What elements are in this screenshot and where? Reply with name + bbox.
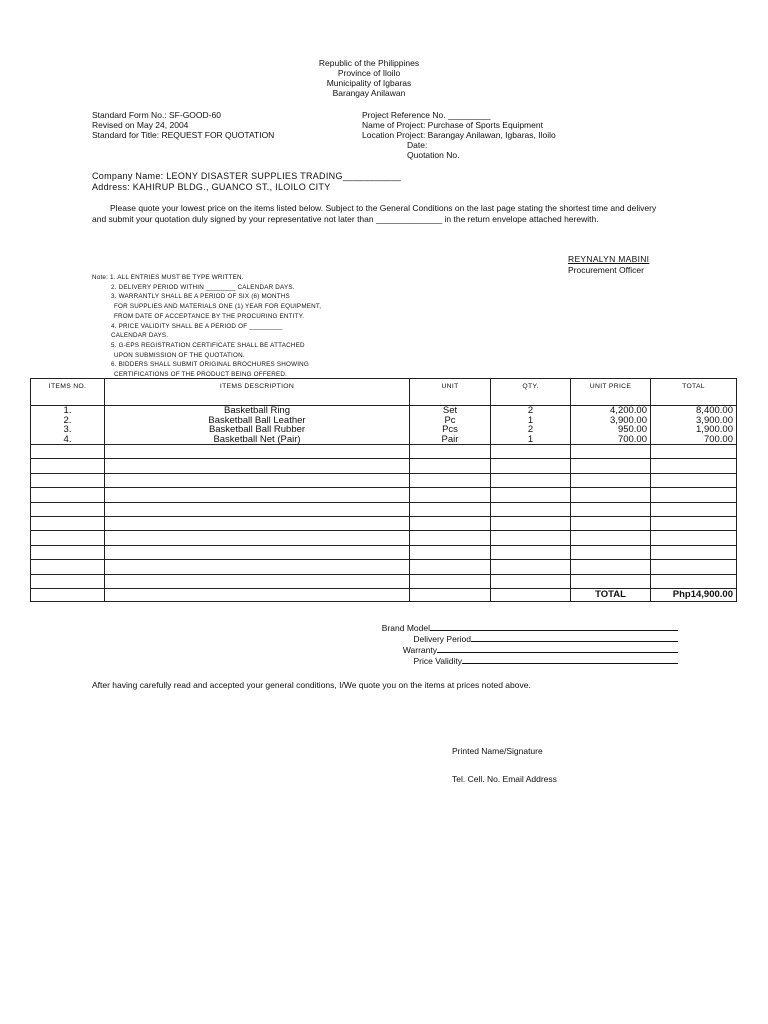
total-value: Php14,900.00 [651, 588, 737, 601]
project-info [362, 110, 556, 160]
item-unit: Pcs [410, 425, 491, 435]
table-row [31, 435, 737, 445]
empty-row [31, 560, 737, 574]
note-3-cont-b: FROM DATE OF ACCEPTANCE BY THE PROCURING ENTITY. [114, 312, 305, 320]
header-total: TOTAL [651, 379, 737, 406]
note-6-cont: CERTIFICATIONS OF THE PRODUCT BEING OFFERED. [114, 371, 288, 379]
empty-row [31, 459, 737, 473]
header-province: Province of Iloilo [337, 68, 401, 78]
company-name: Company Name: LEONY DISASTER SUPPLIES TRADING___________ [92, 171, 402, 181]
item-number: 3. [31, 425, 105, 435]
quotation-number: Quotation No. [407, 150, 460, 160]
item-qty: 2 [491, 406, 571, 416]
item-unit-price: 700.00 [571, 435, 651, 445]
form-number: Standard Form No.: SF-GOOD-60 [92, 110, 221, 120]
item-total: 1,900.00 [651, 425, 737, 435]
note-4: 4. PRICE VALIDITY SHALL BE A PERIOD OF _________ [111, 322, 283, 330]
note-5-cont: UPON SUBMISSION OF THE QUOTATION. [114, 351, 245, 359]
empty-row [31, 488, 737, 502]
header-description: ITEMS DESCRIPTION [105, 379, 410, 406]
header-item-no: ITEMS NO. [31, 379, 105, 406]
item-number: 2. [31, 416, 105, 426]
price-validity-label: Price Validity [413, 656, 462, 666]
item-unit: Pc [410, 416, 491, 426]
item-unit-price: 950.00 [571, 425, 651, 435]
item-total: 8,400.00 [651, 406, 737, 416]
company-address: Address: KAHIRUP BLDG., GUANCO ST., ILOILO CITY [92, 182, 331, 192]
instructions-paragraph: Please quote your lowest price on the items listed below. Subject to the General Conditions on the last page stating the shortest time and delivery and submit your quotation duly signed by your representative not later than ______________ in the return envelope attached herewith. [92, 203, 657, 224]
note-2: 2. DELIVERY PERIOD WITHIN ________ CALENDAR DAYS. [111, 283, 295, 291]
item-qty: 1 [491, 435, 571, 445]
item-description: Basketball Ball Rubber [105, 425, 410, 435]
delivery-period-label: Delivery Period [413, 634, 471, 644]
item-qty: 2 [491, 425, 571, 435]
item-qty: 1 [491, 416, 571, 426]
table-row [31, 416, 737, 426]
printed-name-signature: Printed Name/Signature [452, 746, 543, 756]
item-number: 4. [31, 435, 105, 445]
brand-model-field [300, 622, 680, 633]
header-country: Republic of the Philippines [318, 58, 420, 68]
project-name: Name of Project: Purchase of Sports Equipment [362, 120, 543, 130]
item-unit-price: 4,200.00 [571, 406, 651, 416]
empty-row [31, 502, 737, 516]
table-header-row [31, 379, 737, 406]
empty-row [31, 473, 737, 487]
item-description: Basketball Ball Leather [105, 416, 410, 426]
item-unit-price: 3,900.00 [571, 416, 651, 426]
brand-model-label: Brand Model [381, 623, 430, 633]
warranty-field [300, 644, 680, 655]
note-6: 6. BIDDERS SHALL SUBMIT ORIGINAL BROCHURES SHOWING [111, 361, 310, 369]
table-row [31, 425, 737, 435]
header-unit-price: UNIT PRICE [571, 379, 651, 406]
total-label: TOTAL [571, 588, 651, 601]
notes-section [92, 273, 321, 380]
empty-row [31, 545, 737, 559]
project-date: Date: [407, 140, 428, 150]
item-number: 1. [31, 406, 105, 416]
delivery-period-line [471, 633, 678, 642]
empty-row [31, 516, 737, 530]
total-row [31, 588, 737, 601]
company-info [92, 171, 401, 193]
warranty-line [437, 644, 678, 653]
empty-row [31, 574, 737, 588]
acceptance-statement: After having carefully read and accepted your general conditions, I/We quote you on the items at prices noted above. [92, 680, 531, 690]
form-info [92, 110, 274, 140]
item-description: Basketball Ring [105, 406, 410, 416]
warranty-label: Warranty [402, 645, 437, 655]
brand-model-line [430, 622, 678, 631]
price-validity-line [462, 655, 678, 664]
item-unit: Pair [410, 435, 491, 445]
header-municipality: Municipality of Igbaras [326, 78, 412, 88]
note-3: 3. WARRANTLY SHALL BE A PERIOD OF SIX (6) MONTHS [111, 293, 290, 301]
officer-name: REYNALYN MABINI [568, 254, 650, 264]
header-qty: QTY. [491, 379, 571, 406]
form-title: Standard for Title: REQUEST FOR QUOTATION [92, 130, 275, 140]
price-validity-field [300, 655, 680, 666]
note-4-cont: CALENDAR DAYS. [111, 332, 169, 340]
empty-row [31, 445, 737, 459]
item-total: 3,900.00 [651, 416, 737, 426]
officer-title: Procurement Officer [568, 265, 644, 275]
note-3-cont-a: FOR SUPPLIES AND MATERIALS ONE (1) YEAR FOR EQUIPMENT, [114, 303, 322, 311]
form-revised: Revised on May 24, 2004 [92, 120, 189, 130]
note-5: 5. G-EPS REGISTRATION CERTIFICATE SHALL BE ATTACHED [111, 341, 305, 349]
contact-info: Tel. Cell. No. Email Address [452, 774, 557, 784]
project-reference: Project Reference No. _________ [362, 110, 491, 120]
header-unit: UNIT [410, 379, 491, 406]
note-1: Note: 1. ALL ENTRIES MUST BE TYPE WRITTEN. [92, 274, 244, 281]
header-barangay: Barangay Anilawan [332, 88, 406, 98]
item-description: Basketball Net (Pair) [105, 435, 410, 445]
item-total: 700.00 [651, 435, 737, 445]
empty-row [31, 531, 737, 545]
table-row [31, 406, 737, 416]
project-location: Location Project: Barangay Anilawan, Igbaras, Iloilo [362, 130, 556, 140]
item-unit: Set [410, 406, 491, 416]
items-table [30, 378, 737, 602]
document-header [0, 58, 768, 98]
delivery-period-field [300, 633, 680, 644]
